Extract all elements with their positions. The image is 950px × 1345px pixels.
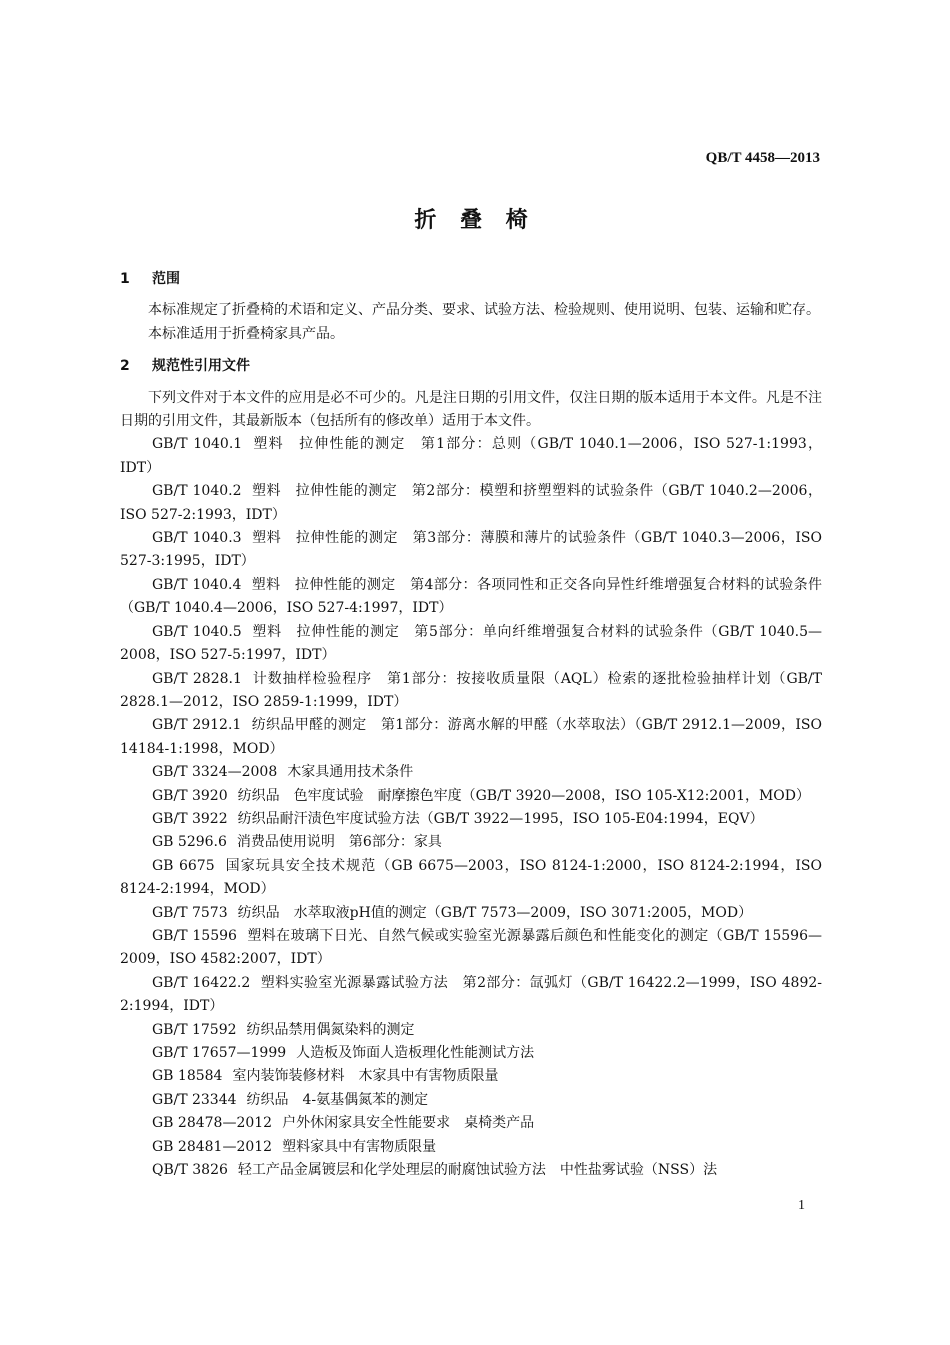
reference-title: 计数抽样检验程序 第1部分：按接收质量限（AQL）检索的逐批检验抽样计划（GB/T 2828.1—2012，ISO 2859-1:1999，IDT） <box>120 670 822 710</box>
reference-title: 纺织品甲醛的测定 第1部分：游离水解的甲醛（水萃取法）（GB/T 2912.1—2009，ISO 14184-1:1998，MOD） <box>120 717 822 757</box>
reference-code: GB/T 3922 <box>152 810 228 827</box>
reference-item <box>120 925 822 972</box>
reference-code: GB/T 17657—1999 <box>152 1045 287 1061</box>
reference-item <box>120 433 822 480</box>
reference-item <box>120 480 822 527</box>
reference-code: GB/T 3920 <box>152 787 228 804</box>
reference-code: GB 5296.6 <box>152 834 227 851</box>
reference-title: 塑料 拉伸性能的测定 第2部分：模塑和挤塑塑料的试验条件（GB/T 1040.2—2006，ISO 527-2:1993，IDT） <box>120 483 822 523</box>
reference-title: 纺织品耐汗渍色牢度试验方法（GB/T 3922—1995，ISO 105-E04:1994，EQV） <box>237 810 764 827</box>
reference-item <box>120 1019 822 1042</box>
reference-code: GB/T 23344 <box>152 1091 237 1108</box>
reference-title: 纺织品禁用偶氮染料的测定 <box>246 1021 415 1038</box>
reference-item <box>120 761 822 784</box>
reference-title: 塑料家具中有害物质限量 <box>282 1138 437 1155</box>
reference-item <box>120 1089 822 1112</box>
reference-item <box>120 527 822 574</box>
references-intro: 下列文件对于本文件的应用是必不可少的。凡是注日期的引用文件，仅注日期的版本适用于本文件。凡是不注日期的引用文件，其最新版本（包括所有的修改单）适用于本文件。 <box>120 389 822 430</box>
reference-item <box>120 714 822 761</box>
reference-code: GB 6675 <box>152 857 215 874</box>
reference-item <box>120 1065 822 1088</box>
reference-item <box>120 902 822 925</box>
section-title: 范围 <box>152 271 180 287</box>
reference-code: GB/T 1040.3 <box>152 530 242 547</box>
reference-code: GB/T 16422.2 <box>152 974 251 991</box>
reference-code: GB/T 17592 <box>152 1021 237 1038</box>
reference-item <box>120 831 822 854</box>
document-code: QB/T 4458—2013 <box>705 150 820 166</box>
reference-code: GB/T 1040.2 <box>152 483 242 500</box>
section-title: 规范性引用文件 <box>152 358 250 375</box>
reference-code: GB 18584 <box>152 1068 223 1085</box>
reference-title: 户外休闲家具安全性能要求 桌椅类产品 <box>282 1115 535 1132</box>
reference-title: 塑料 拉伸性能的测定 第1部分：总则（GB/T 1040.1—2006，ISO 527-1:1993，IDT） <box>120 436 822 476</box>
reference-title: 塑料 拉伸性能的测定 第4部分：各项同性和正交各向异性纤维增强复合材料的试验条件（GB/T 1040.4—2006，ISO 527-4:1997，IDT） <box>120 576 822 617</box>
reference-title: 塑料 拉伸性能的测定 第5部分：单向纤维增强复合材料的试验条件（GB/T 1040.5—2008，ISO 527-5:1997，IDT） <box>120 623 822 664</box>
reference-code: GB 28481—2012 <box>152 1138 273 1155</box>
document-title: 折 叠 椅 <box>414 207 536 233</box>
reference-code: QB/T 3826 <box>152 1162 228 1179</box>
scope-paragraph: 本标准规定了折叠椅的术语和定义、产品分类、要求、试验方法、检验规则、使用说明、包装、运输和贮存。 <box>148 302 820 319</box>
reference-item <box>120 1136 822 1159</box>
reference-title: 国家玩具安全技术规范（GB 6675—2003，ISO 8124-1:2000，ISO 8124-2:1994，ISO 8124-2:1994，MOD） <box>120 857 822 898</box>
reference-item <box>120 972 822 1019</box>
reference-title: 室内装饰装修材料 木家具中有害物质限量 <box>232 1068 499 1085</box>
reference-title: 人造板及饰面人造板理化性能测试方法 <box>296 1045 535 1061</box>
reference-code: GB/T 2828.1 <box>152 670 242 687</box>
scope-paragraph: 本标准适用于折叠椅家具产品。 <box>148 325 344 342</box>
section-heading-normative-references <box>120 355 822 378</box>
reference-title: 纺织品 色牢度试验 耐摩擦色牢度（GB/T 3920—2008，ISO 105-X12:2001，MOD） <box>237 787 811 804</box>
reference-title: 木家具通用技术条件 <box>287 764 414 781</box>
reference-code: GB/T 7573 <box>152 904 228 921</box>
reference-item <box>120 785 822 808</box>
section-number: 1 <box>120 271 130 287</box>
reference-title: 轻工产品金属镀层和化学处理层的耐腐蚀试验方法 中性盐雾试验（NSS）法 <box>237 1162 718 1179</box>
reference-item <box>120 1042 822 1065</box>
reference-item <box>120 668 822 715</box>
reference-title: 纺织品 水萃取液pH值的测定（GB/T 7573—2009，ISO 3071:2005，MOD） <box>237 904 753 921</box>
reference-title: 塑料实验室光源暴露试验方法 第2部分：氙弧灯（GB/T 16422.2—1999，ISO 4892-2:1994，IDT） <box>120 974 822 1015</box>
reference-list <box>120 433 822 1182</box>
reference-item <box>120 808 822 831</box>
reference-title: 塑料 拉伸性能的测定 第3部分：薄膜和薄片的试验条件（GB/T 1040.3—2006，ISO 527-3:1995，IDT） <box>120 530 822 570</box>
reference-code: GB/T 1040.1 <box>152 436 243 453</box>
reference-title: 消费品使用说明 第6部分：家具 <box>236 834 442 851</box>
reference-title: 纺织品 4-氨基偶氮苯的测定 <box>246 1091 429 1108</box>
page-number: 1 <box>798 1198 805 1213</box>
section-heading-scope <box>120 268 822 291</box>
reference-item <box>120 574 822 621</box>
section-number: 2 <box>120 358 130 375</box>
reference-item <box>120 855 822 902</box>
reference-code: GB/T 3324—2008 <box>152 764 278 781</box>
reference-item <box>120 621 822 668</box>
reference-item <box>120 1159 822 1182</box>
reference-code: GB/T 1040.5 <box>152 623 242 640</box>
reference-code: GB/T 2912.1 <box>152 717 242 734</box>
reference-code: GB/T 15596 <box>152 927 237 944</box>
reference-item <box>120 1112 822 1135</box>
reference-code: GB 28478—2012 <box>152 1115 273 1132</box>
document-body <box>120 268 822 1182</box>
reference-code: GB/T 1040.4 <box>152 576 242 593</box>
reference-title: 塑料在玻璃下日光、自然气候或实验室光源暴露后颜色和性能变化的测定（GB/T 15596—2009，ISO 4582:2007，IDT） <box>120 927 823 968</box>
